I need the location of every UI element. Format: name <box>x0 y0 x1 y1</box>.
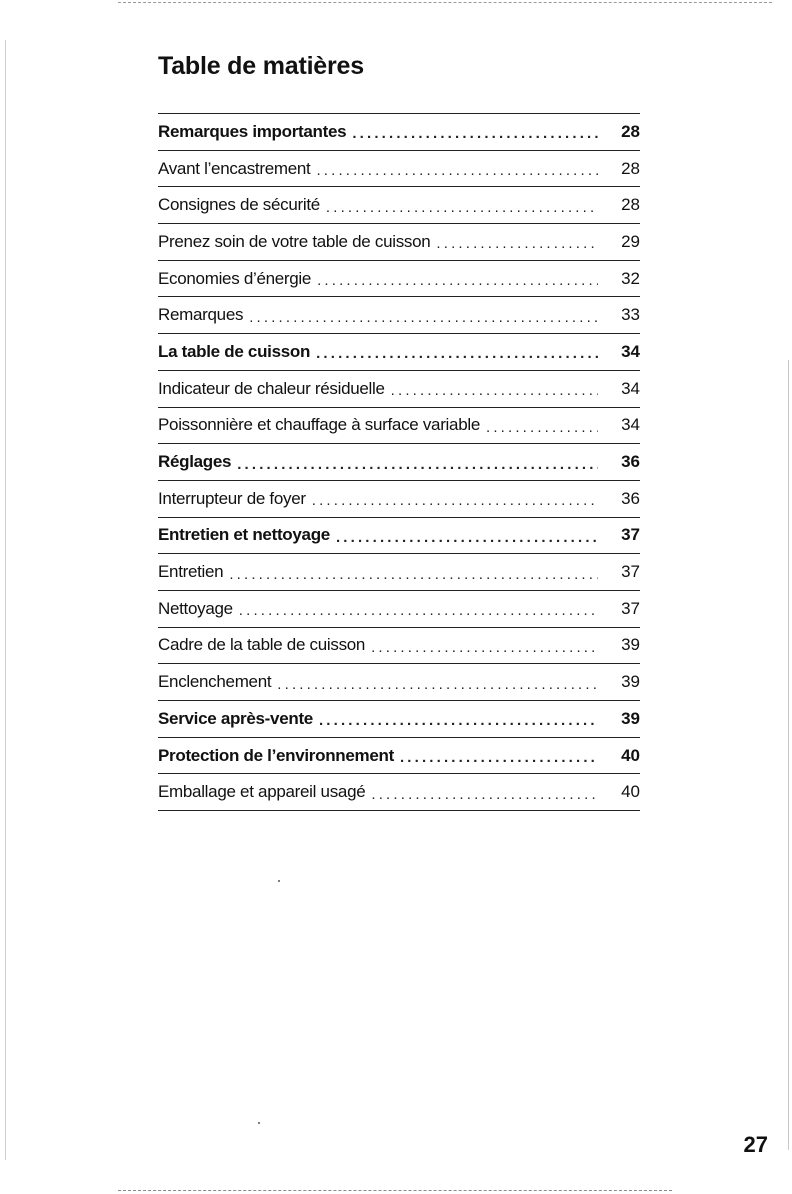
scan-edge-left <box>5 40 6 1160</box>
toc-dot-leader <box>371 787 598 802</box>
toc-entry-label: Emballage et appareil usagé <box>158 782 366 802</box>
toc-entry-label: Cadre de la table de cuisson <box>158 635 366 655</box>
toc-entry-page: 29 <box>621 231 640 251</box>
toc-entry <box>158 297 640 334</box>
toc-entry <box>158 628 640 665</box>
toc-entry-page: 37 <box>621 598 640 618</box>
toc-entry <box>158 701 640 738</box>
toc-dot-leader <box>486 420 598 435</box>
toc-entry-page: 37 <box>621 525 640 545</box>
toc-entry-page: 34 <box>621 378 640 398</box>
toc-entry <box>158 481 640 518</box>
toc-entry-page: 36 <box>621 452 640 472</box>
page-title: Table de matières <box>158 52 364 80</box>
toc-entry-label: Protection de l’environnement <box>158 745 394 765</box>
toc-entry-page: 28 <box>621 158 640 178</box>
toc-dot-leader <box>277 677 598 692</box>
toc-entry-label: Indicateur de chaleur résiduelle <box>158 378 385 398</box>
toc-entry-page: 32 <box>621 268 640 288</box>
scan-edge-top <box>118 2 772 3</box>
toc-entry-page: 40 <box>621 745 640 765</box>
page-number: 27 <box>743 1132 768 1157</box>
toc-entry-label: Entretien et nettoyage <box>158 525 330 545</box>
scan-speck <box>278 880 280 882</box>
toc-entry-label: Remarques <box>158 305 244 325</box>
table-of-contents <box>158 113 640 811</box>
toc-entry <box>158 334 640 371</box>
toc-entry <box>158 151 640 188</box>
toc-entry-label: Prenez soin de votre table de cuisson <box>158 231 431 251</box>
toc-entry-label: Enclenchement <box>158 672 272 692</box>
toc-entry-label: Remarques importantes <box>158 121 347 141</box>
toc-dot-leader <box>316 163 598 178</box>
toc-entry-page: 37 <box>621 562 640 582</box>
toc-entry <box>158 774 640 811</box>
toc-dot-leader <box>319 713 598 728</box>
toc-entry-label: Economies d’énergie <box>158 268 312 288</box>
toc-dot-leader <box>400 750 598 765</box>
toc-entry-label: Interrupteur de foyer <box>158 488 306 508</box>
toc-entry-label: Consignes de sécurité <box>158 195 320 215</box>
toc-entry-page: 40 <box>621 782 640 802</box>
toc-dot-leader <box>352 126 598 141</box>
toc-dot-leader <box>336 530 598 545</box>
toc-entry <box>158 114 640 151</box>
toc-entry-page: 34 <box>621 415 640 435</box>
toc-entry-page: 28 <box>621 121 640 141</box>
toc-entry <box>158 224 640 261</box>
toc-entry-page: 39 <box>621 708 640 728</box>
scan-speck <box>258 1122 260 1124</box>
toc-entry-page: 34 <box>621 341 640 361</box>
scan-edge-bottom <box>118 1190 672 1191</box>
toc-dot-leader <box>239 603 598 618</box>
toc-dot-leader <box>237 457 598 472</box>
toc-entry <box>158 261 640 298</box>
toc-entry-label: Entretien <box>158 562 224 582</box>
scan-edge-right <box>788 360 789 1150</box>
toc-dot-leader <box>371 640 598 655</box>
toc-entry-label: Poissonnière et chauffage à surface variable <box>158 415 480 435</box>
toc-entry-label: Nettoyage <box>158 598 233 618</box>
toc-entry <box>158 554 640 591</box>
toc-entry-page: 36 <box>621 488 640 508</box>
toc-entry <box>158 518 640 555</box>
toc-dot-leader <box>316 346 598 361</box>
toc-dot-leader <box>391 383 598 398</box>
toc-entry <box>158 187 640 224</box>
toc-entry <box>158 738 640 775</box>
toc-entry <box>158 444 640 481</box>
toc-dot-leader <box>249 310 598 325</box>
toc-entry-label: Réglages <box>158 452 232 472</box>
toc-dot-leader <box>312 493 598 508</box>
toc-entry-label: La table de cuisson <box>158 341 311 361</box>
toc-entry-label: Avant l’encastrement <box>158 158 311 178</box>
toc-entry <box>158 591 640 628</box>
toc-entry <box>158 664 640 701</box>
toc-entry-page: 33 <box>621 305 640 325</box>
toc-entry-page: 28 <box>621 195 640 215</box>
toc-dot-leader <box>436 236 598 251</box>
toc-entry <box>158 371 640 408</box>
toc-entry-page: 39 <box>621 672 640 692</box>
toc-entry-page: 39 <box>621 635 640 655</box>
toc-entry-label: Service après-vente <box>158 708 313 728</box>
toc-entry <box>158 408 640 445</box>
toc-dot-leader <box>229 567 598 582</box>
toc-dot-leader <box>317 273 598 288</box>
toc-dot-leader <box>326 200 598 215</box>
